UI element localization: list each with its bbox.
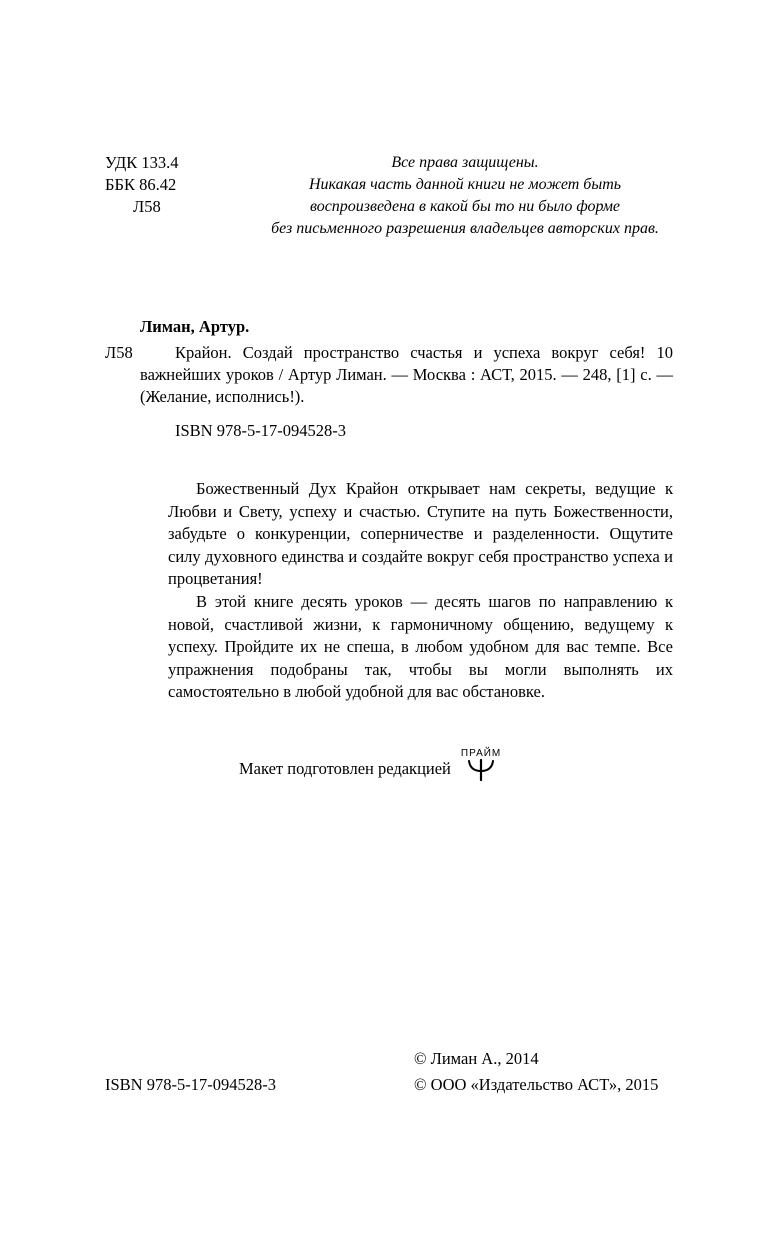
bbk-code: ББК 86.42 xyxy=(105,175,177,194)
prime-publisher-logo xyxy=(461,748,501,787)
author-sign-code: Л58 xyxy=(133,197,161,216)
bib-author-sign: Л58 xyxy=(105,343,133,362)
classification-codes xyxy=(105,152,179,218)
layout-credit-text: Макет подготовлен редакцией xyxy=(239,759,451,778)
footer-isbn: ISBN 978-5-17-094528-3 xyxy=(105,1075,276,1094)
copyright-author: © Лиман А., 2014 xyxy=(414,1049,539,1068)
rights-line: воспроизведена в какой бы то ни было форме xyxy=(309,198,621,215)
annotation-paragraph-2: В этой книге десять уроков — десять шагов по направлению к новой, счастливой жизни, к гармоничному общению, ведущему к успеху. Пройдите их не спеша, в любом удобном для вас темпе. Все упражнения подобраны так, чтобы вы могли выполнять их самостоятельно в любой удобной для вас обстановке. xyxy=(168,591,673,702)
rights-line: Никакая часть данной книги не может быть xyxy=(308,176,622,193)
rights-notice xyxy=(250,152,680,240)
prime-logo-icon xyxy=(464,758,498,787)
bib-author: Лиман, Артур. xyxy=(140,317,250,336)
bib-entry: Крайон. Создай пространство счастья и успеха вокруг себя! 10 важнейших уроков / Артур Лиман. — Москва : АСТ, 2015. — 248, [1] с. — (Желание, исполнись!). xyxy=(140,343,673,406)
bib-isbn: ISBN 978-5-17-094528-3 xyxy=(175,421,346,440)
annotation-paragraph-1: Божественный Дух Крайон открывает нам секреты, ведущие к Любви и Свету, успеху и счастью. Ступите на путь Божественности, забудьте о конкуренции, соперничестве и разделенности. Ощутите силу духовного единства и создайте вокруг себя пространство успеха и процветания! xyxy=(168,479,673,589)
copyright-publisher: © ООО «Издательство АСТ», 2015 xyxy=(414,1075,659,1094)
rights-line: без письменного разрешения владельцев авторских прав. xyxy=(271,220,659,237)
layout-credit-row xyxy=(239,748,501,787)
prime-logo-label: ПРАЙМ xyxy=(460,748,502,759)
rights-line: Все права защищены. xyxy=(391,154,539,171)
udk-code: УДК 133.4 xyxy=(105,153,179,172)
annotation xyxy=(168,478,673,704)
bibliographic-block xyxy=(105,316,673,442)
